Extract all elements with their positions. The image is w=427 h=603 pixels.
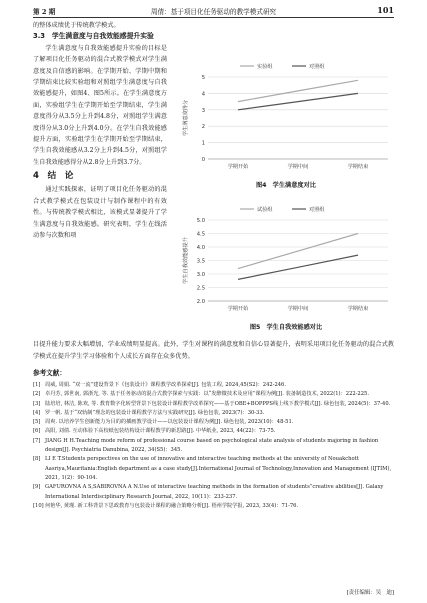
- x-tick-label: 学期结束: [347, 306, 369, 312]
- y-tick-label: 2.0: [196, 299, 205, 305]
- reference-item: [33, 427, 394, 436]
- reference-text: 罗一帆. 基于“双轨制”理念的包装设计课程教学方法与实践研究[J]. 绿色包装, 2023(7)：30-33.: [45, 409, 265, 416]
- header-rule: [33, 17, 394, 18]
- reference-number: [3]: [33, 400, 41, 407]
- full-width-paragraph: 目提升能力要求大幅增加，学业成绩明显提高。此外，学生对课程的满意度和自信心显著提升，表明采用项目化任务驱动的混合式教学模式在提升学生学习体验和个人成长方面存在众多优势。: [33, 341, 394, 360]
- y-tick-label: 3: [201, 107, 205, 114]
- y-tick-label: 4: [201, 91, 205, 98]
- legend-label: 试验组: [257, 207, 273, 213]
- reference-text: 陆培培, 林洁, 陈欢, 等. 教育数字化转型背景下包装设计课程教学改革探究——基于OBE+BOPPPS线上线下教学模式[J]. 绿色包装, 2024(5)：37-40.: [45, 400, 391, 407]
- y-tick-label: 2.5: [196, 285, 205, 292]
- figure-5-caption: 图5 学生自我效能感对比: [249, 324, 323, 331]
- y-tick-label: 3.5: [196, 258, 205, 265]
- reference-item: [33, 409, 394, 418]
- self-efficacy-chart: [178, 200, 394, 319]
- y-tick-label: 3.0: [196, 272, 205, 278]
- reference-text: GAFUROVNA A S,SABIROVNA A N.Use of interactive teaching methods in the formation of students”creative abilities[J]. Galaxy International Interdisciplinary Research Journal, 2022, 10(11)：233-237.: [45, 484, 384, 500]
- left-column: [33, 20, 167, 241]
- reference-text: 卓丹芳, 郭世南, 郭浙光, 等. 基于任务驱动的混合式教学探索与实践：以“发酵微技术及应用”课程为例[J]. 装备制造技术, 2022(1)：222-225.: [45, 391, 369, 398]
- reference-number: [5]: [33, 419, 41, 426]
- figure-4: [178, 57, 394, 189]
- reference-text: 周威, 周娟. “双一流”建设背景下《包装设计》课程教学改革探索[J]. 包装工程, 2024,45(S2)：242-246.: [45, 382, 286, 388]
- reference-number: [1]: [33, 382, 41, 388]
- y-tick-label: 4.0: [196, 245, 205, 251]
- x-tick-label: 学期开始: [227, 164, 249, 170]
- reference-text: 何艳华, 黄瑾. 新工科背景下思政教育与包装设计课程的融合策略分析[J]. 梧州学院学报, 2023, 33(4)：71-76.: [45, 502, 299, 509]
- issue-label: 第 2 期: [33, 8, 56, 16]
- figure-5: [178, 200, 394, 331]
- y-tick-label: 5: [201, 75, 205, 81]
- reference-text: 周爽. 以培养学生创新能力为目的的插画教学设计——以包装设计课程为例[J]. 绿色包装, 2023(10)：48-51.: [45, 419, 294, 426]
- section-3-3-heading: 3.3 学生满意度与自我效能感提升实验: [33, 32, 154, 41]
- y-tick-label: 1: [201, 140, 205, 147]
- reference-number: [6]: [33, 428, 41, 435]
- legend-label: 对照组: [309, 64, 325, 70]
- conclusion-paragraph: 通过实践探索，证明了项目化任务驱动的混合式教学模式在包装设计与制作课程中的有效性。与传统教学模式相比，该模式显著提升了学生满意度与自我效能感。研究表明，学生在线活动参与次数和项: [33, 186, 167, 239]
- x-tick-label: 学期中间: [287, 306, 309, 312]
- section-3-3-paragraph: 学生满意度与自我效能感提升实验的目标是了解项目化任务驱动的混合式教学模式对学生满意度及自信感的影响。在学期开始、学期中期和学期结束比较实验组和对照组学生满意度与自我效能感提升，如图4、图5所示。在学生满意度方面，实验组学生在学期开始至学期结束，学生满意度得分从3.5分上升到4.8分，对照组学生满意度得分从3.0分上升到4.0分。在学生自我效能感提升方面，实验组学生在学期开始至学期结束，学生自我效能感从3.2分上升到4.5分，对照组学生自我效能感得分从2.8分上升到3.7分。: [33, 44, 167, 166]
- y-axis-label: 学生自我效能感提升: [183, 237, 189, 284]
- running-title: 周倩：基于项目化任务驱动的教学模式研究: [150, 8, 277, 16]
- page-number: 101: [377, 5, 394, 15]
- x-tick-label: 学期开始: [227, 306, 249, 312]
- y-axis-label: 学生满意度得分: [183, 99, 189, 137]
- x-tick-label: 学期结束: [347, 164, 369, 170]
- reference-item: [33, 418, 394, 427]
- editor-note: [责任编辑：吴 迪]: [346, 590, 394, 596]
- y-tick-label: 2: [201, 124, 205, 131]
- reference-item: [33, 381, 394, 390]
- reference-item: [33, 400, 394, 409]
- intro-line: 的整体成绩优于传统教学模式。: [33, 22, 120, 29]
- reference-number: [9]: [33, 484, 41, 491]
- reference-number: [8]: [33, 456, 41, 463]
- y-tick-label: 0: [201, 157, 205, 163]
- running-header: [33, 5, 394, 17]
- y-tick-label: 5.0: [196, 218, 205, 224]
- references-title: 参考文献：: [33, 369, 66, 377]
- reference-number: [7]: [33, 437, 41, 444]
- reference-text: LI E T.Students perspectives on the use of innovative and interactive teaching methods at the university of Nouakchott Aasriya,Mauritania:English department as a case study[J].International Journal of Technology,Innovation and Management (IJTIM), 2021, 1(2)：90-104.: [45, 456, 392, 481]
- reference-item: [33, 455, 394, 483]
- figure-4-caption: 图4 学生满意度对比: [256, 182, 316, 189]
- reference-item: [33, 502, 394, 511]
- reference-item: [33, 483, 394, 502]
- references-list: [33, 381, 394, 511]
- section-4-heading: 4 结 论: [33, 171, 74, 182]
- satisfaction-chart: [178, 57, 394, 177]
- reference-number: [10]: [33, 502, 44, 509]
- x-tick-label: 学期中间: [287, 164, 309, 170]
- legend-label: 对照组: [309, 207, 325, 213]
- reference-number: [2]: [33, 391, 41, 398]
- reference-number: [4]: [33, 409, 41, 416]
- reference-item: [33, 437, 394, 456]
- reference-text: 高阳, 刘倩. 互动体验下高校纸包装结构设计课程教学的新思路[J]. 中华纸业, 2023, 44(22)：73-75.: [45, 428, 276, 435]
- reference-item: [33, 390, 394, 399]
- reference-text: JIANG H H.Teaching mode reform of professional course based on psychological state analysis of students majoring in fashion design[J]. Psychiatria Danubina, 2022, 34(S5)：345.: [45, 437, 379, 454]
- legend-label: 实验组: [257, 64, 273, 70]
- y-tick-label: 4.5: [196, 231, 205, 238]
